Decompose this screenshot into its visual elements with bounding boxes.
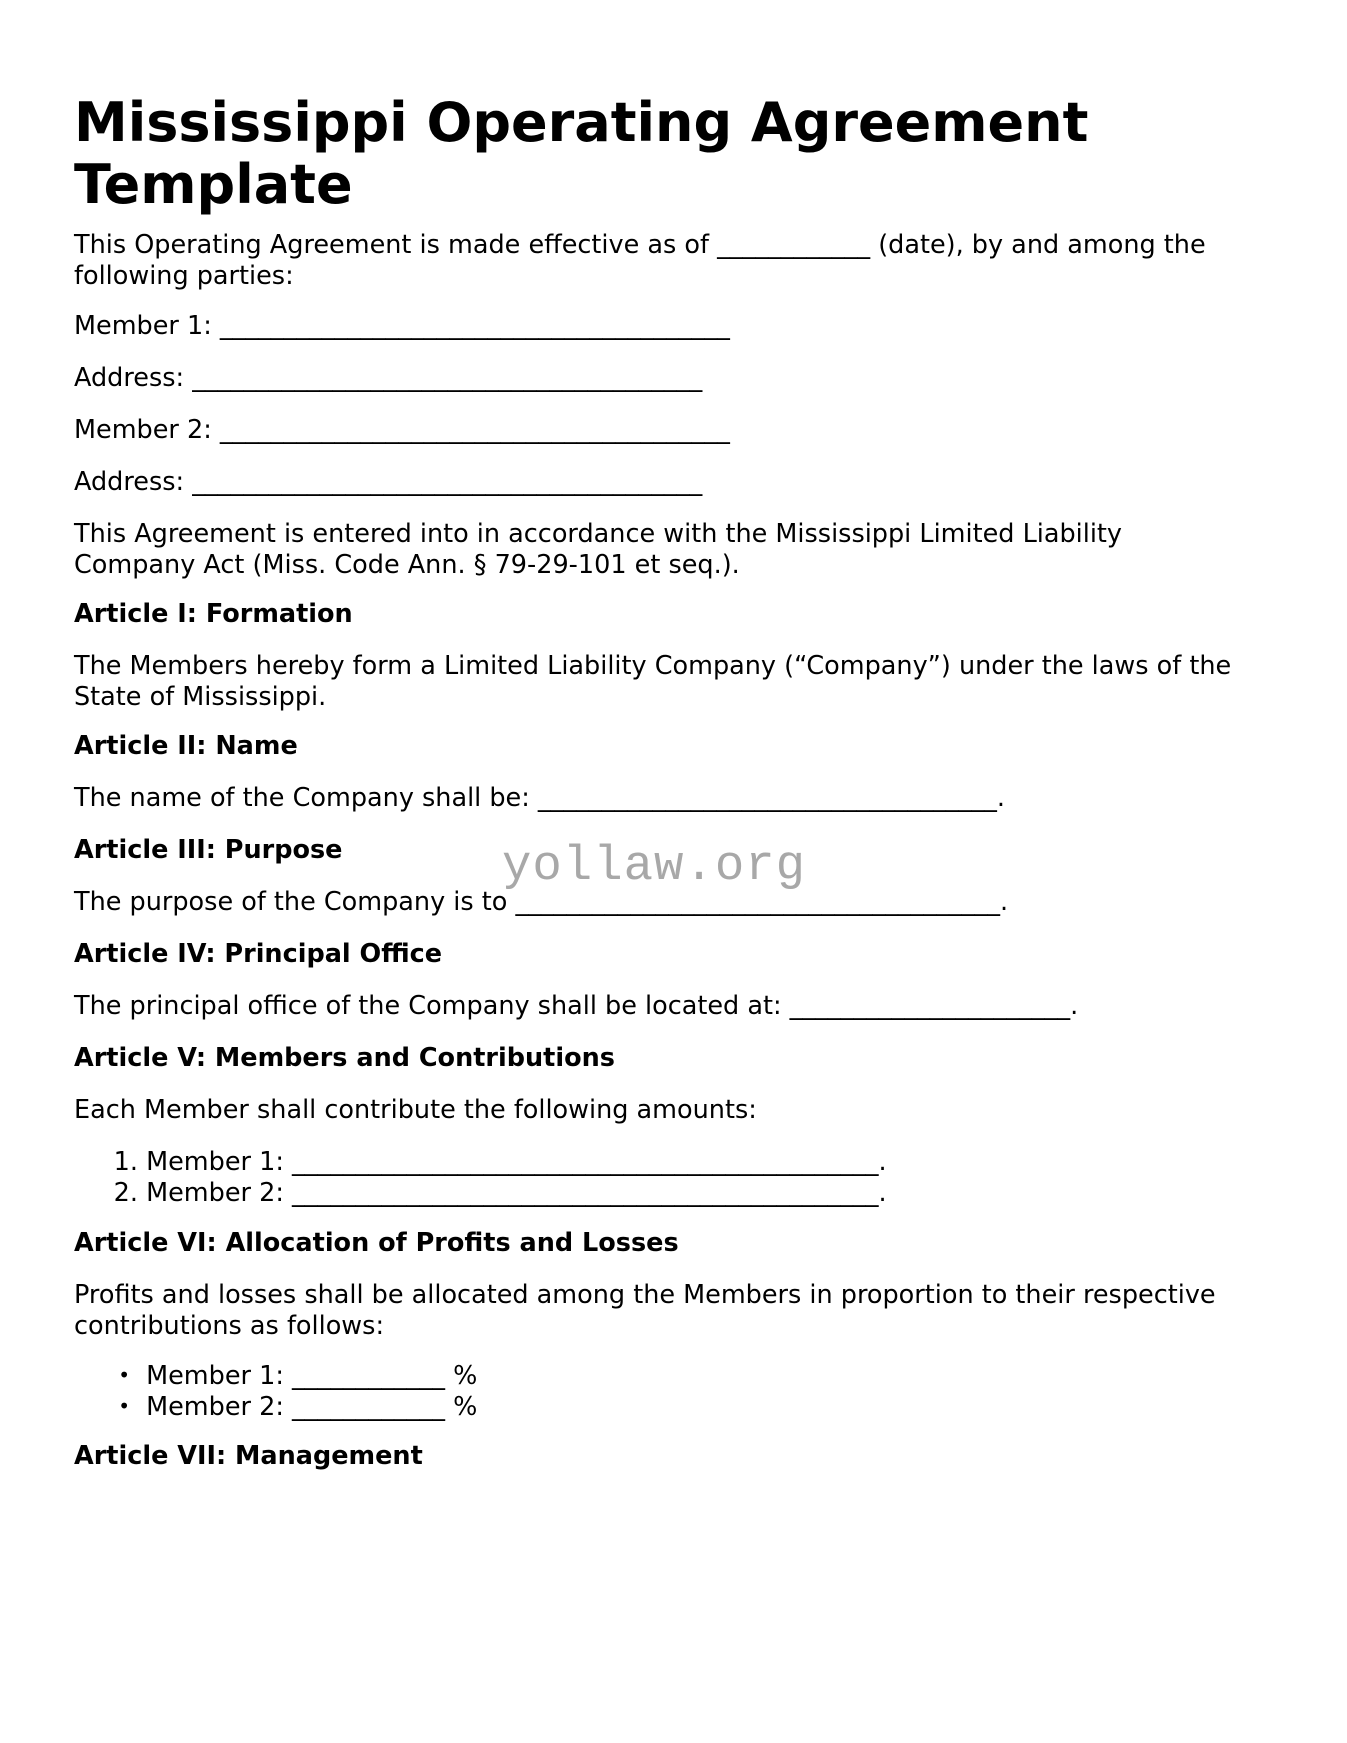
member-2-line: Member 2: ________________________________________ — [74, 415, 730, 445]
list-item-text: Member 2: ______________________________________________. — [146, 1178, 887, 1208]
article-3-text: The purpose of the Company is to ______________________________________. — [74, 887, 1009, 917]
watermark: yollaw.org — [502, 838, 807, 894]
article-2-heading: Article II: Name — [74, 731, 298, 761]
list-item — [74, 1360, 477, 1392]
page-title: Mississippi Operating Agreement Template — [74, 91, 1089, 216]
article-4-text: The principal office of the Company shall be located at: ______________________. — [74, 991, 1079, 1021]
list-marker: 2. — [113, 1178, 138, 1208]
bullet-icon: • — [118, 1363, 130, 1387]
act-statement: This Agreement is entered into in accordance with the Mississippi Limited Liability Company Act (Miss. Code Ann. § 79-29-101 et seq.). — [74, 519, 1123, 580]
article-2-text: The name of the Company shall be: ____________________________________. — [74, 783, 1006, 813]
list-item-text: Member 2: ____________ % — [146, 1392, 478, 1422]
member-2-address-line: Address: ________________________________________ — [74, 467, 703, 497]
article-1-text: The Members hereby form a Limited Liability Company (“Company”) under the laws of the State of Mississippi. — [74, 651, 1232, 712]
article-1-heading: Article I: Formation — [74, 599, 353, 629]
member-1-line: Member 1: ________________________________________ — [74, 311, 730, 341]
article-6-heading: Article VI: Allocation of Profits and Losses — [74, 1228, 679, 1258]
bullet-icon: • — [118, 1394, 130, 1418]
list-item-text: Member 1: ____________ % — [146, 1361, 478, 1391]
list-marker: 1. — [113, 1147, 138, 1177]
article-5-text: Each Member shall contribute the following amounts: — [74, 1095, 757, 1125]
article-4-heading: Article IV: Principal Office — [74, 939, 443, 969]
article-5-heading: Article V: Members and Contributions — [74, 1043, 615, 1073]
intro-paragraph: This Operating Agreement is made effective as of ____________ (date), by and among the following parties: — [74, 230, 1206, 291]
list-item-text: Member 1: ______________________________________________. — [146, 1147, 887, 1177]
article-3-heading: Article III: Purpose — [74, 835, 343, 865]
list-item — [74, 1147, 887, 1178]
article-6-text: Profits and losses shall be allocated among the Members in proportion to their respective contributions as follows: — [74, 1280, 1216, 1341]
member-1-address-line: Address: ________________________________________ — [74, 363, 703, 393]
list-item — [74, 1178, 887, 1209]
list-item — [74, 1391, 477, 1423]
article-7-heading: Article VII: Management — [74, 1441, 423, 1471]
